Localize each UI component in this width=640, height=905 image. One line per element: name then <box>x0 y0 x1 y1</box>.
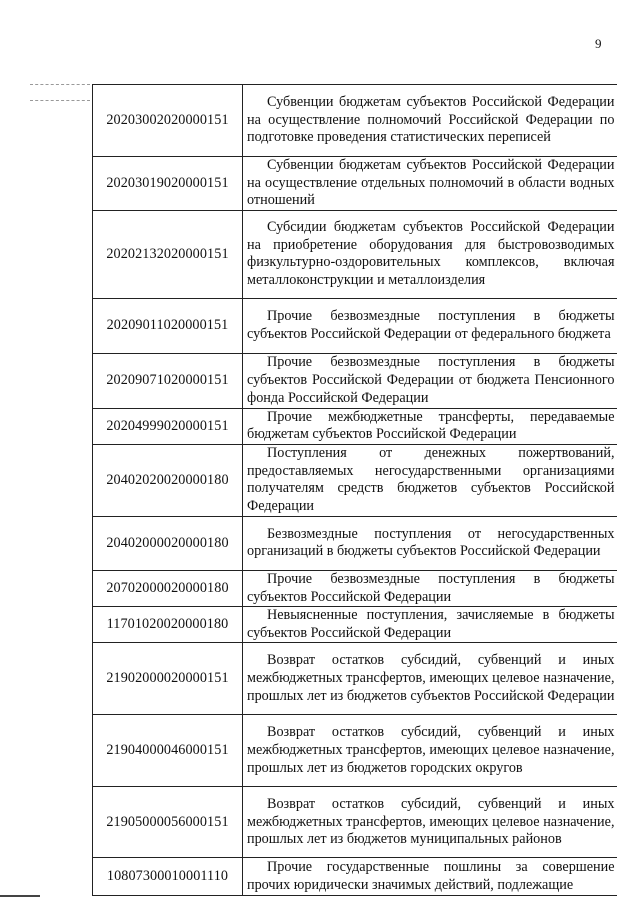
budget-description: Субсидии бюджетам субъектов Российской Федерации на приобретение оборудования для быстровозводимых физкультурно-оздоровительных комплексов, включая металлоконструкции и металлоизделия <box>243 210 617 298</box>
table-row <box>93 353 617 408</box>
budget-description: Прочие безвозмездные поступления в бюджеты субъектов Российской Федерации от федерального бюджета <box>243 298 617 353</box>
budget-description: Невыясненные поступления, зачисляемые в бюджеты субъектов Российской Федерации <box>243 607 617 643</box>
budget-description: Возврат остатков субсидий, субвенций и иных межбюджетных трансфертов, имеющих целевое назначение, прошлых лет из бюджетов субъектов Российской Федерации <box>243 643 617 715</box>
budget-code: 21905000056000151 <box>93 787 243 858</box>
budget-description: Прочие безвозмездные поступления в бюджеты субъектов Российской Федерации от бюджета Пенсионного фонда Российской Федерации <box>243 353 617 408</box>
budget-code: 20209011020000151 <box>93 298 243 353</box>
table-row <box>93 787 617 858</box>
table-row <box>93 157 617 211</box>
budget-description: Возврат остатков субсидий, субвенций и иных межбюджетных трансфертов, имеющих целевое назначение, прошлых лет из бюджетов муниципальных районов <box>243 787 617 858</box>
budget-description: Возврат остатков субсидий, субвенций и иных межбюджетных трансфертов, имеющих целевое назначение, прошлых лет из бюджетов городских округов <box>243 715 617 787</box>
budget-code: 20203019020000151 <box>93 157 243 211</box>
scan-artifact-line <box>30 84 90 86</box>
budget-description: Прочие межбюджетные трансферты, передаваемые бюджетам субъектов Российской Федерации <box>243 408 617 444</box>
budget-code: 20402000020000180 <box>93 516 243 570</box>
table-row <box>93 85 617 157</box>
table-row <box>93 444 617 516</box>
budget-code: 20702000020000180 <box>93 570 243 606</box>
page-number: 9 <box>595 36 602 51</box>
budget-code: 10807300010001110 <box>93 858 243 896</box>
budget-description: Поступления от денежных пожертвований, предоставляемых негосударственными организациями получателям средств бюджетов субъектов Российской Федерации <box>243 444 617 516</box>
table-row <box>93 570 617 606</box>
budget-code: 2020300202000015​1 <box>93 85 243 157</box>
table-row <box>93 607 617 643</box>
budget-code: 20204999020000151 <box>93 408 243 444</box>
budget-code: 21902000020000151 <box>93 643 243 715</box>
table-row <box>93 715 617 787</box>
budget-code: 21904000046000151 <box>93 715 243 787</box>
budget-code: 11701020020000180 <box>93 607 243 643</box>
scan-edge-mark <box>0 895 40 897</box>
budget-code: 20202132020000151 <box>93 210 243 298</box>
budget-code: 20402020020000180 <box>93 444 243 516</box>
table-row <box>93 210 617 298</box>
budget-code: 20209071020000151 <box>93 353 243 408</box>
budget-description: Субвенции бюджетам субъектов Российской Федерации на осуществление полномочий Российской Федерации по подготовке проведения статистических переписей <box>243 85 617 157</box>
table-row <box>93 643 617 715</box>
budget-description: Прочие государственные пошлины за совершение прочих юридически значимых действий, подлежащие <box>243 858 617 896</box>
table-row <box>93 516 617 570</box>
budget-description: Субвенции бюджетам субъектов Российской Федерации на осуществление отдельных полномочий в области водных отношений <box>243 157 617 211</box>
table-row <box>93 858 617 896</box>
scan-artifact-line <box>30 100 90 102</box>
budget-description: Безвозмездные поступления от негосударственных организаций в бюджеты субъектов Российской Федерации <box>243 516 617 570</box>
table-row <box>93 298 617 353</box>
budget-description: Прочие безвозмездные поступления в бюджеты субъектов Российской Федерации <box>243 570 617 606</box>
table-row <box>93 408 617 444</box>
budget-code-table <box>92 84 617 896</box>
